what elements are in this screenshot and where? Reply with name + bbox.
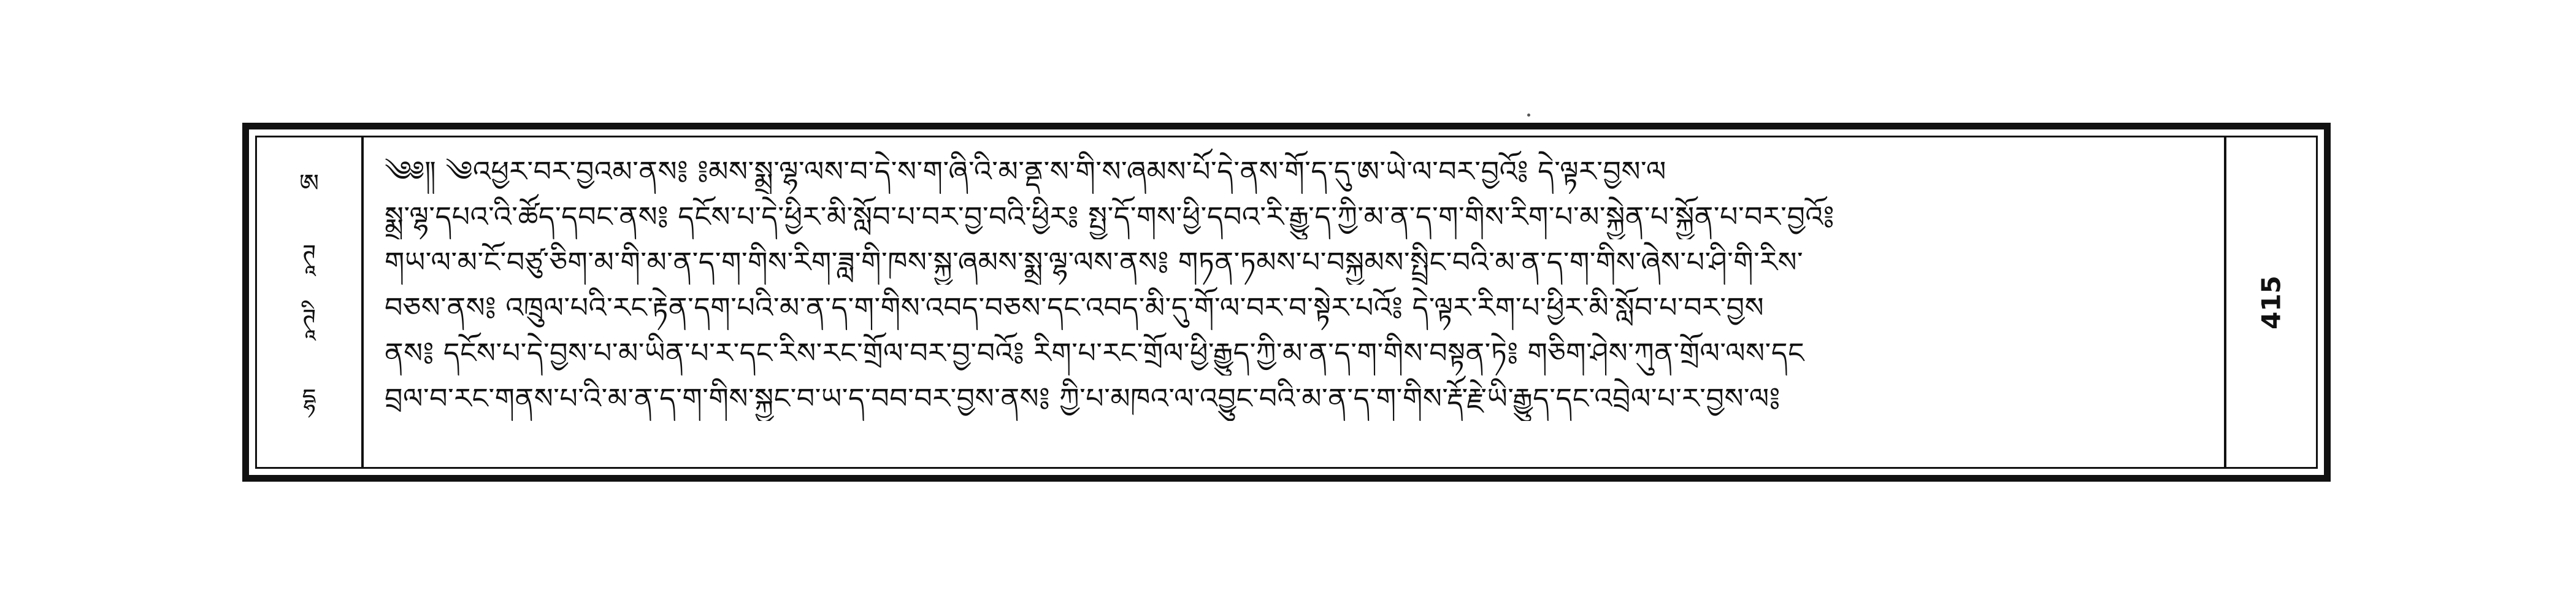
pecha-folio (242, 123, 2331, 482)
left-margin (257, 137, 364, 467)
margin-label-2: ཊཱ (302, 240, 316, 268)
text-line-1: ༄༅༎ ༄འཕྱར་བར་བྱའམ་ནས༔ ༔མས་སྨྲ་ལྷ་ལས་བ་དེ་ས་ག་ཞི་འི་མ་ནྡ་ས་གི་ས་ཞམས་པོ་དེ་ནས་གོ་ད་དུ་ཨ་ཡེ་ལ་བར་བྱའོ༔ དེ་ལྟར་བྱས་ལ (385, 155, 1666, 188)
page-number: 415 (2256, 275, 2287, 330)
margin-label-3: ཊཱི (302, 304, 316, 333)
ink-speck (1527, 114, 1530, 117)
right-margin (2224, 137, 2316, 467)
text-line-6: བྲལ་བ་རང་གནས་པ་འི་མ་ན་ད་ག་གིས་སྐྱང་བ་ཡ་ད་བབ་བར་བྱས་ནས༔ ཀྱི་པ་མཁའ་ལ་འབྱུང་བའི་མ་ན་ད་ག་གིས་རྡོ་རྗེ་ཡི་རྒྱུད་དང་འབྲེལ་པ་ར་བྱས་ལ༔ (385, 382, 1781, 415)
text-line-5: ནས༔ དངོས་པ་དེ་བྱས་པ་མ་ཡིན་པ་ར་དང་རིས་རང་གྲོལ་བར་བྱ་བའོ༔ རིག་པ་རང་གྲོལ་ཕྱི་རྒྱུད་ཀྱི་མ་ན་ད་ག་གིས་བསྟན་ཏེ༔ གཅིག་ཤེས་ཀུན་གྲོལ་ལས་དང (385, 336, 1805, 369)
folio-inner-frame (255, 136, 2318, 469)
folio-text (366, 137, 2224, 467)
margin-label-4: དྷ (302, 384, 316, 412)
text-line-3: གཡ་ལ་མ་ངོ་བཙུ་ཅིག་མ་གི་མ་ན་ད་ག་གིས་རིག་ཟླ་གི་ཁས་སྐྱ་ཞམས་སྨྲ་ལྷ་ལས་ནས༔ གཏན་ཏམས་པ་བསྐྱམས་སྤྲིང་བའི་མ་ན་ད་ག་གིས་ཞེས་པ་ཤི་གི་རིས་ (385, 245, 1804, 279)
text-line-4: བཅས་ནས༔ འཁྲུལ་པའི་རང་རྟེན་དག་པའི་མ་ན་ད་ག་གིས་འབད་བཅས་དང་འབད་མི་དུ་གོ་ལ་བར་བ་སྟེར་པའོ༔ དེ་ལྟར་རིག་པ་ཕྱིར་མི་སློབ་པ་བར་བྱས (385, 291, 1765, 324)
margin-label-1: ཨ (299, 169, 320, 198)
text-line-2: སྨྲ་ལྷ་དཔའ་འི་ཚོད་དབང་ནས༔ དངོས་པ་དེ་ཕྱིར་མི་སློབ་པ་བར་བྱ་བའི་ཕྱིར༔ སྤྱ་དོ་གས་ཕྱི་དབའ་རི་རྒྱུ་ད་ཀྱི་མ་ན་ད་ག་གིས་རིག་པ་མ་སྐྱེན་པ་སྐྱོན་པ་བར་བྱའོ༔ (385, 200, 1834, 233)
